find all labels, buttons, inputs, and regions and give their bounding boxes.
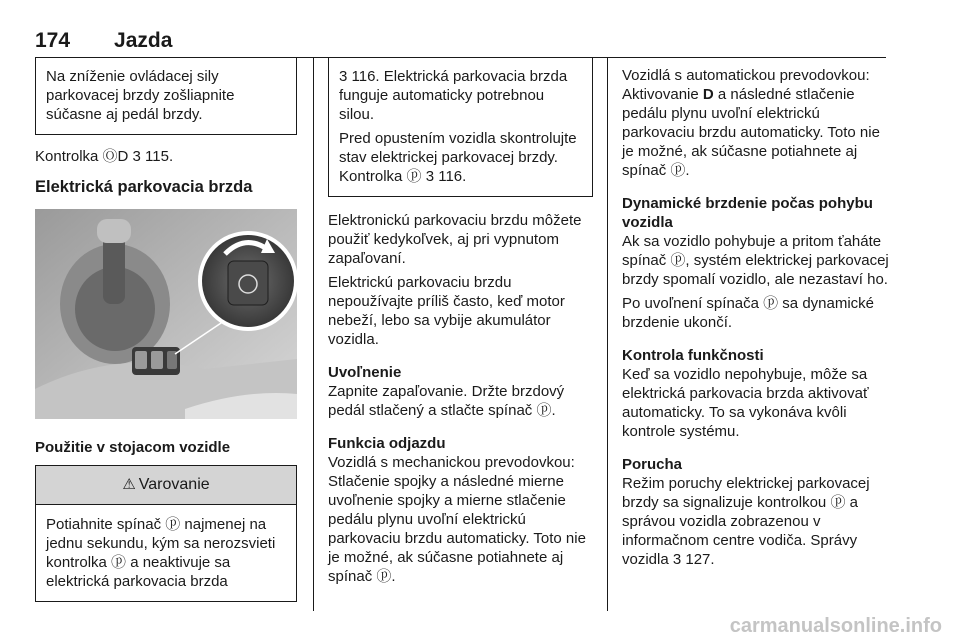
porucha-text: Režim poruchy elektrickej parkovacej brzdy sa signalizuje kontrolkou ⓟ a správou vozidla zobrazenou v informačnom centre vodiča. Správy vozidla 3 127. xyxy=(622,475,870,568)
parking-brake-photo xyxy=(35,209,297,419)
warning-title: Varovanie xyxy=(138,476,210,493)
gear-d: D xyxy=(702,86,714,103)
kontrolka-ref: Kontrolka ⓄD 3 115. xyxy=(35,148,174,165)
dynamic-para-2: Po uvoľnení spínača ⓟ sa dynamické brzdenie ukončí. xyxy=(622,295,875,331)
column-divider xyxy=(607,58,608,611)
column-2 xyxy=(328,58,593,586)
funkcia-text: Vozidlá s mechanickou prevodovkou: Stlačenie spojky a následné mierne uvoľnenie spojky a mierne stlačenie pedálu plynu uvoľní elektrickú parkovaciu brzdu automaticky. Toto nie je možné, ak súčasne potiahnete aj spínač ⓟ. xyxy=(328,454,586,585)
column-1 xyxy=(35,58,297,602)
continued-box xyxy=(328,58,593,197)
kontrola-text: Keď sa vozidlo nepohybuje, môže sa elektrická parkovacia brzda aktivovať automaticky. To sa vykonáva kvôli kontrole systému. xyxy=(622,366,869,440)
warning-icon: ⚠ xyxy=(122,476,136,493)
warning-text: Potiahnite spínač ⓟ najmenej na jednu sekundu, kým sa nerozsvieti kontrolka ⓟ a neaktivuje sa elektrická parkovacia brzda xyxy=(46,516,276,590)
box-para-2: Pred opustením vozidla skontrolujte stav elektrickej parkovacej brzdy. Kontrolka ⓟ 3 116. xyxy=(339,130,577,185)
heading-porucha: Porucha xyxy=(622,456,683,473)
page-number: 174 xyxy=(35,29,71,52)
para-1: Elektronickú parkovaciu brzdu môžete použiť kedykoľvek, aj pri vypnutom zapaľovaní. xyxy=(328,212,582,267)
column-divider xyxy=(313,58,314,611)
dynamic-para-1: Ak sa vozidlo pohybuje a pritom ťaháte spínač ⓟ, systém elektrickej parkovacej brzdy spomalí vozidlo, ale nezastaví ho. xyxy=(622,233,889,288)
section-title: Jazda xyxy=(114,29,173,52)
heading-funkcia: Funkcia odjazdu xyxy=(328,435,446,452)
box-para-1: 3 116. Elektrická parkovacia brzda funguje automaticky potrebnou silou. xyxy=(339,68,568,123)
watermark: carmanualsonline.info xyxy=(729,615,942,637)
note-box xyxy=(35,58,297,135)
auto-text-b: a následné stlačenie pedálu plynu uvoľní elektrickú parkovaciu brzdu automaticky. Toto nie je možné, ak súčasne potiahnete aj spínač ⓟ. xyxy=(622,86,880,179)
column-3 xyxy=(622,66,890,569)
section-heading: Elektrická parkovacia brzda xyxy=(35,178,253,196)
page-header xyxy=(35,29,172,53)
warning-box xyxy=(35,465,297,602)
note-text: Na zníženie ovládacej sily parkovacej brzdy zošliapnite súčasne aj pedál brzdy. xyxy=(46,68,235,123)
heading-uvolnenie: Uvoľnenie xyxy=(328,364,402,381)
warning-body xyxy=(36,505,296,601)
heading-kontrola: Kontrola funkčnosti xyxy=(622,347,764,364)
warning-header xyxy=(36,466,296,505)
para-2: Elektrickú parkovaciu brzdu nepoužívajte príliš často, keď motor nebeží, lebo sa vybije akumulátor vozidla. xyxy=(328,274,565,348)
subheading: Použitie v stojacom vozidle xyxy=(35,439,231,456)
heading-dynamic: Dynamické brzdenie počas pohybu vozidla xyxy=(622,195,873,231)
auto-text-a: Vozidlá s automatickou prevodovkou: Aktivovanie xyxy=(622,67,870,103)
auto-text xyxy=(622,66,890,180)
uvolnenie-text: Zapnite zapaľovanie. Držte brzdový pedál stlačený a stlačte spínač ⓟ. xyxy=(328,383,565,419)
